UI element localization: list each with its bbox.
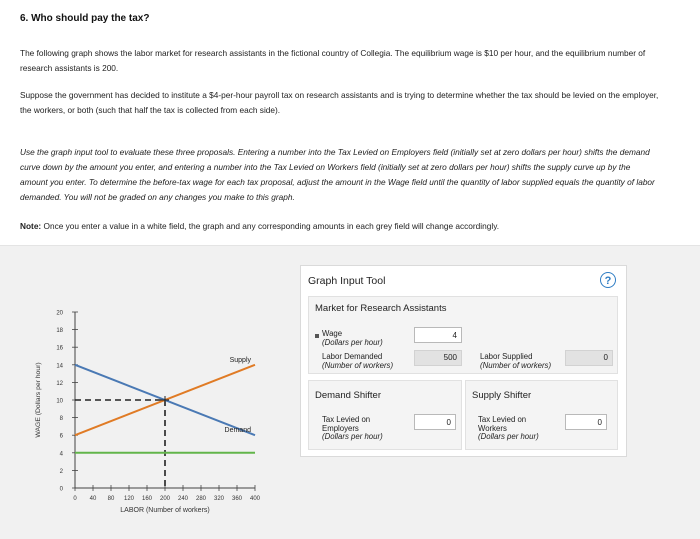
x-tick-label: 240 [177, 496, 189, 502]
x-tick-label: 200 [159, 496, 171, 502]
wage-unit: (Dollars per hour) [322, 337, 383, 347]
x-tick-label: 80 [107, 496, 115, 502]
wage-label-text: Wage [322, 329, 343, 338]
employer-tax-label-line2: Employers [322, 423, 359, 433]
worker-tax-label [478, 416, 539, 442]
worker-tax-label-line2: Workers [478, 423, 507, 433]
question-title: 6. Who should pay the tax? [20, 13, 150, 24]
instructions-paragraph: Use the graph input tool to evaluate these three proposals. Entering a number into the Tax Levied on Employers field (initially set at zero dollars per hour) shifts the demand curve down by the amount you enter, and entering a number into the Tax Levied on Workers field (initially set at zero dollars per hour) shifts the supply curve up by the amount you enter. To determine the before-tax wage for each tax proposal, adjust the amount in the Wage field until the quantity of labor supplied equals the quantity of labor demanded. You will not be graded on any changes you make to this graph. [20, 147, 655, 202]
x-tick-label: 0 [73, 496, 77, 502]
demand-shifter-title: Demand Shifter [315, 390, 382, 401]
note-label: Note: [20, 221, 42, 231]
worker-tax-input[interactable] [565, 414, 607, 430]
intro-paragraph: The following graph shows the labor market for research assistants in the fictional country of Collegia. The equilibrium wage is $10 per hour, and the equilibrium number of research assistants is 200. [20, 48, 646, 73]
labor-market-chart[interactable] [30, 300, 270, 520]
y-tick-label: 20 [56, 310, 63, 317]
employer-tax-unit: (Dollars per hour) [322, 432, 383, 441]
y-tick-label: 16 [56, 345, 63, 352]
labor-demanded-label-text: Labor Demanded [322, 352, 383, 361]
supply-label: Supply [229, 356, 251, 364]
y-tick-label: 18 [56, 328, 63, 335]
labor-supplied-unit: (Number of workers) [480, 360, 552, 370]
labor-demanded-unit: (Number of workers) [322, 360, 394, 370]
note-paragraph [20, 219, 660, 234]
y-axis-label: WAGE (Dollars per hour) [35, 362, 42, 438]
demand-label: Demand [224, 427, 251, 435]
wage-input[interactable] [414, 327, 462, 343]
x-axis-label: LABOR (Number of workers) [120, 507, 210, 514]
x-tick-label: 320 [213, 496, 225, 502]
y-tick-label: 0 [59, 486, 63, 493]
tax-proposal-paragraph: Suppose the government has decided to institute a $4-per-hour payroll tax on research assistants and is trying to determine whether the tax should be levied on the employer, the workers, or both (such that half the tax is collected from each side). [20, 90, 659, 115]
x-tick-label: 400 [249, 496, 261, 502]
help-icon[interactable]: ? [600, 272, 616, 288]
x-tick-label: 160 [141, 496, 153, 502]
y-tick-label: 12 [56, 380, 63, 387]
y-tick-label: 4 [59, 451, 63, 458]
worker-tax-unit: (Dollars per hour) [478, 432, 539, 441]
worker-tax-label-line1: Tax Levied on [478, 415, 527, 424]
wage-label [322, 330, 383, 347]
y-tick-label: 14 [56, 363, 63, 370]
x-tick-label: 120 [123, 496, 135, 502]
labor-demanded-value: 500 [414, 350, 462, 366]
labor-demanded-label [322, 353, 393, 370]
x-tick-label: 360 [231, 496, 243, 502]
y-tick-label: 8 [59, 416, 63, 423]
y-tick-label: 10 [56, 398, 63, 405]
market-title: Market for Research Assistants [315, 303, 447, 314]
y-tick-label: 2 [59, 468, 63, 475]
x-tick-label: 280 [195, 496, 207, 502]
employer-tax-label [322, 416, 383, 442]
labor-supplied-value: 0 [565, 350, 613, 366]
tool-title: Graph Input Tool [308, 275, 386, 287]
employer-tax-label-line1: Tax Levied on [322, 415, 371, 424]
labor-supplied-label-text: Labor Supplied [480, 352, 533, 361]
y-tick-label: 6 [59, 433, 63, 440]
supply-shifter-title: Supply Shifter [472, 390, 532, 401]
x-tick-label: 40 [89, 496, 97, 502]
employer-tax-input[interactable] [414, 414, 456, 430]
labor-supplied-label [480, 353, 551, 370]
wage-marker-icon [315, 334, 319, 338]
note-text: Once you enter a value in a white field, the graph and any corresponding amounts in each grey field will change accordingly. [41, 221, 500, 231]
